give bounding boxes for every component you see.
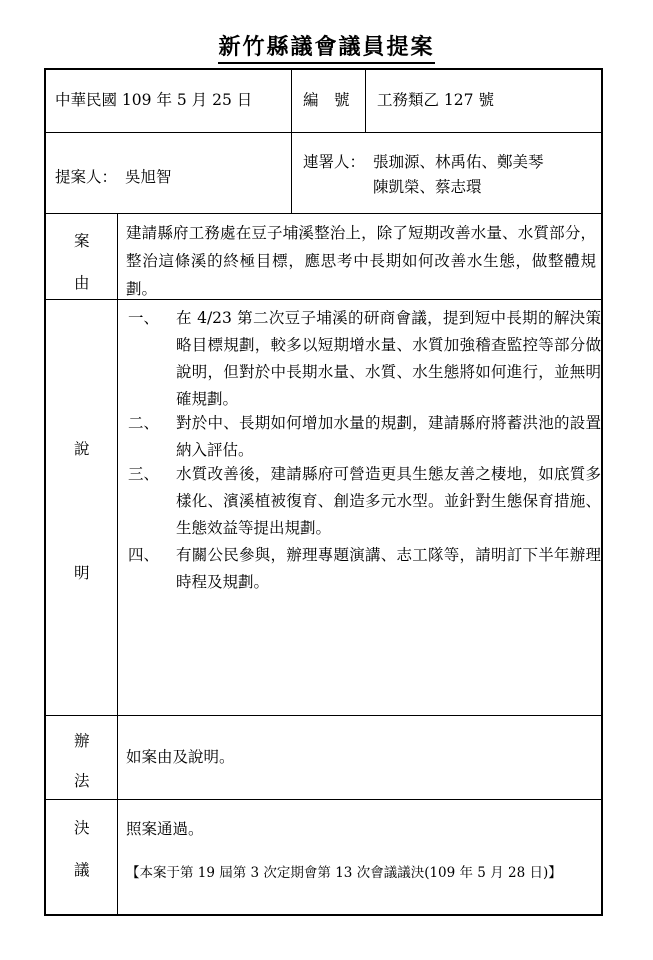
cosigner-label: 連署人：: [303, 153, 366, 171]
reason-label-char: 案: [74, 232, 90, 250]
explanation-item: [128, 305, 601, 415]
cosigners-line-2: 陳凱榮、蔡志環: [373, 178, 482, 196]
resolution-text: 照案通過。: [126, 820, 204, 838]
explanation-item: [128, 410, 601, 466]
method-label-char: 辦: [74, 732, 90, 750]
row-divider: [44, 213, 603, 214]
method-text: 如案由及說明。: [126, 748, 235, 766]
method-label-char: 法: [74, 772, 90, 790]
row-divider: [44, 132, 603, 133]
explanation-item: [128, 542, 601, 598]
explanation-label-char: 明: [74, 564, 90, 582]
row-divider: [44, 715, 603, 716]
col-divider: [117, 213, 118, 916]
explanation-item: [128, 461, 601, 545]
item-text: 水質改善後，建請縣府可營造更具生態友善之棲地，如底質多樣化、濱溪植被復育、創造多元水型。並針對生態保育措施、生態效益等提出規劃。: [176, 465, 601, 537]
col-divider: [291, 68, 292, 213]
item-number: 一、: [128, 309, 160, 327]
item-number: 四、: [128, 546, 160, 564]
proposal-date: 中華民國 109 年 5 月 25 日: [55, 91, 253, 109]
resolution-label-char: 決: [74, 819, 90, 837]
reason-text: 建請縣府工務處在豆子埔溪整治上，除了短期改善水量、水質部分，整治這條溪的終極目標，應思考中長期如何改善水生態，做整體規劃。: [126, 224, 596, 298]
explanation-label-char: 說: [74, 440, 90, 458]
proposer-label: 提案人：: [55, 168, 118, 186]
row-divider: [44, 799, 603, 800]
number-value: 工務類乙 127 號: [377, 91, 494, 109]
item-text: 對於中、長期如何增加水量的規劃，建請縣府將蓄洪池的設置納入評估。: [176, 414, 601, 459]
col-divider: [365, 68, 366, 132]
number-label: 編 號: [303, 91, 350, 109]
resolution-note: 【本案于第 19 屆第 3 次定期會第 13 次會議議決(109 年 5 月 28 日)】: [126, 865, 562, 881]
proposer-name: 吳旭智: [125, 168, 172, 186]
item-number: 二、: [128, 414, 160, 432]
item-text: 有關公民參與，辦理專題演講、志工隊等，請明訂下半年辦理時程及規劃。: [176, 546, 601, 591]
document-title: 新竹縣議會議員提案: [0, 30, 653, 61]
reason-label-char: 由: [74, 274, 90, 292]
item-text: 在 4/23 第二次豆子埔溪的研商會議，提到短中長期的解決策略目標規劃，較多以短期增水量、水質加強稽查監控等部分做說明，但對於中長期水量、水質、水生態將如何進行，並無明確規劃。: [176, 309, 601, 408]
item-number: 三、: [128, 465, 160, 483]
cosigners-line-1: 張珈源、林禹佑、鄭美琴: [373, 153, 544, 171]
resolution-label-char: 議: [74, 861, 90, 879]
